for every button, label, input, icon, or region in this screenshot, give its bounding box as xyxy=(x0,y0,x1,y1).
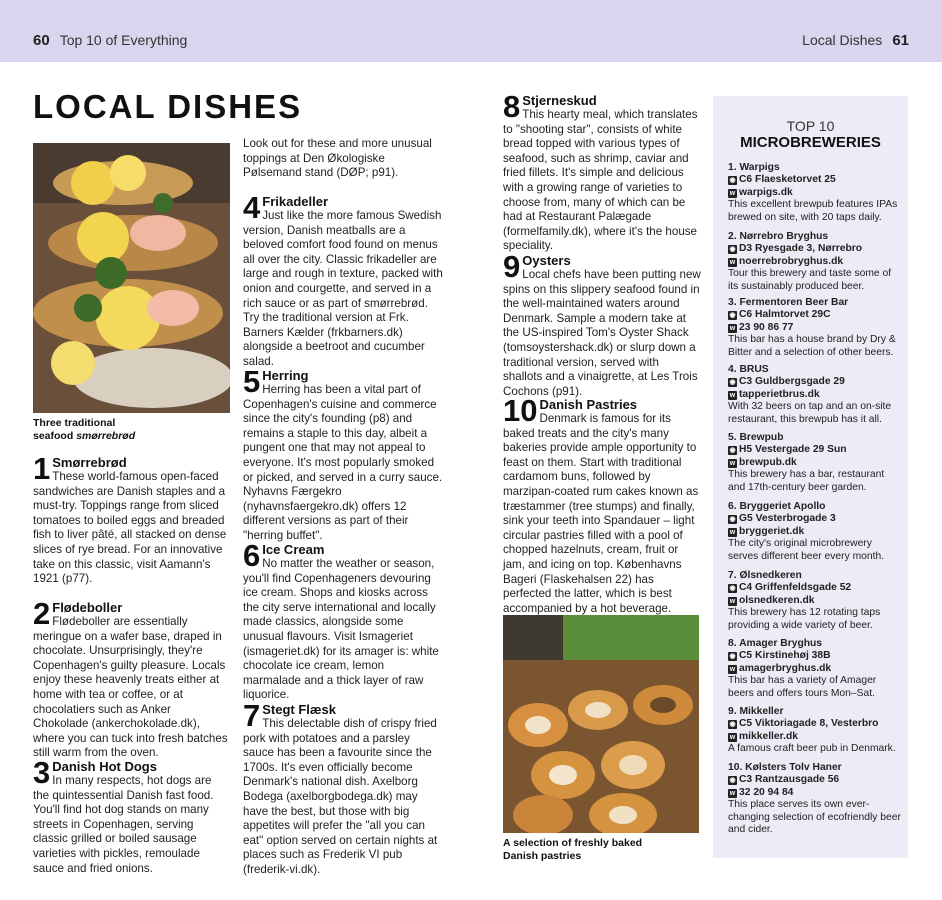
brewery-url[interactable]: 23 90 86 77 xyxy=(739,321,794,333)
entry-3 xyxy=(33,755,228,876)
brewery-item xyxy=(728,762,903,836)
caption-line: Danish pastries xyxy=(503,850,582,862)
caption-text: seafood xyxy=(33,430,77,442)
web-icon: w xyxy=(729,258,736,266)
brewery-link[interactable] xyxy=(728,256,903,268)
brewery-description: This bar has a variety of Amager beers and offers tours Mon–Sat. xyxy=(728,675,877,699)
brewery-url[interactable]: amagerbryghus.dk xyxy=(739,662,832,674)
brewery-location xyxy=(728,650,903,662)
brewery-location xyxy=(728,718,903,730)
entry-title: Stegt Flæsk xyxy=(262,702,336,717)
brewery-name: 3. Fermentoren Beer Bar xyxy=(728,297,849,308)
brewery-description: This bar has a house brand by Dry & Bitter and a selection of other beers. xyxy=(728,334,896,358)
brewery-description: This place serves its own ever-changing selection of ecofriendly beer and cider. xyxy=(728,799,901,836)
entry-number: 5 xyxy=(243,364,261,399)
brewery-link[interactable] xyxy=(728,187,903,199)
brewery-address: D3 Ryesgade 3, Nørrebro xyxy=(739,243,863,255)
entry-title: Ice Cream xyxy=(262,542,325,557)
brewery-location xyxy=(728,174,903,186)
entry-text: Denmark is famous for its baked treats and the city's many bakeries provide ample opportunity to feast on them. Start with traditional cardamom buns, followed by marzipan-coated rum cakes known as træstammer (tree stumps) and finally, sink your teeth into Spandauer – light circular pastries filled with a pool of chopped hazelnuts, cream, fruit or jam, and icing on top. Københavns Bageri (Flaskehalsen 22) has perfected the latter, which is best accompanied by a hot beverage. xyxy=(503,412,699,615)
web-icon: w xyxy=(729,733,736,741)
web-icon: w xyxy=(729,597,736,605)
brewery-location xyxy=(728,513,903,525)
brewery-address: H5 Vestergade 29 Sun xyxy=(739,444,847,456)
map-pin-icon: ◉ xyxy=(729,379,736,387)
brewery-description: A famous craft beer pub in Denmark. xyxy=(728,743,896,755)
entry-number: 10 xyxy=(503,393,538,428)
brewery-name: 7. Ølsnedkeren xyxy=(728,570,802,581)
entry-7 xyxy=(243,698,443,878)
brewery-url[interactable]: noerrebrobryghus.dk xyxy=(739,255,844,267)
entry-number: 8 xyxy=(503,89,521,124)
brewery-item xyxy=(728,706,903,756)
brewery-link[interactable] xyxy=(728,663,903,675)
entry-1 xyxy=(33,451,228,587)
map-pin-icon: ◉ xyxy=(729,246,736,254)
brewery-location xyxy=(728,309,903,321)
brewery-url[interactable]: brewpub.dk xyxy=(739,456,797,468)
right-page-number: 61 xyxy=(892,32,909,49)
entry-text: No matter the weather or season, you'll find Copenhageners devouring ice cream. Shops and kiosks across the city serve international and locally made classics, alongside some unusual flavours. Visit Ismageriet (ismageriet.dk) for its amager is: white chocolate ice cream, lemon marmalade and a thick layer of raw liquorice. xyxy=(243,557,439,702)
map-pin-icon: ◉ xyxy=(729,653,736,661)
right-section-title: Local Dishes xyxy=(802,32,883,48)
brewery-description: This brewery has a bar, restaurant and 17th-century beer garden. xyxy=(728,469,885,493)
brewery-url[interactable]: bryggeriet.dk xyxy=(739,525,805,537)
entry-8 xyxy=(503,89,701,254)
entry-text: Just like the more famous Swedish version, Danish meatballs are a beloved comfort food found on menus all over the city. Classic frikadeller are large and rough in texture, packed with onion and courgette, and served in a rich sauce or as part of smørrebrød. Try the traditional version at Frk. Barners Kælder (frkbarners.dk) alongside a beetroot and cucumber salad. xyxy=(243,209,443,368)
microbreweries-sidebar xyxy=(713,96,908,858)
brewery-location xyxy=(728,444,903,456)
entry-2 xyxy=(33,596,228,761)
brewery-name: 2. Nørrebro Bryghus xyxy=(728,231,829,242)
page-title: LOCAL DISHES xyxy=(33,88,303,125)
brewery-address: C5 Kirstinehøj 38B xyxy=(739,650,831,662)
brewery-description: This excellent brewpub features IPAs brewed on site, with 20 taps daily. xyxy=(728,199,898,223)
brewery-address: C3 Rantzausgade 56 xyxy=(739,774,840,786)
entry-4 xyxy=(243,190,443,370)
entry-number: 6 xyxy=(243,538,261,573)
col2-intro: Look out for these and more unusual toppings at Den Økologiske Pølsemand stand (DØP; p91). xyxy=(243,137,432,180)
brewery-name: 9. Mikkeller xyxy=(728,706,784,717)
brewery-url[interactable]: mikkeller.dk xyxy=(739,730,798,742)
brewery-item xyxy=(728,638,903,700)
brewery-name: 5. Brewpub xyxy=(728,432,784,443)
entry-number: 2 xyxy=(33,596,51,631)
brewery-url[interactable]: olsnedkeren.dk xyxy=(739,594,815,606)
web-icon: w xyxy=(729,665,736,673)
entry-number: 7 xyxy=(243,698,261,733)
web-icon: w xyxy=(729,391,736,399)
brewery-address: C6 Halmtorvet 29C xyxy=(739,309,831,321)
brewery-url[interactable]: 32 20 94 84 xyxy=(739,786,794,798)
map-pin-icon: ◉ xyxy=(729,516,736,524)
web-icon: w xyxy=(729,459,736,467)
brewery-link[interactable] xyxy=(728,787,903,799)
left-header xyxy=(33,32,187,49)
web-icon: w xyxy=(729,324,736,332)
brewery-link[interactable] xyxy=(728,322,903,334)
entry-10 xyxy=(503,393,701,616)
map-pin-icon: ◉ xyxy=(729,312,736,320)
pastry-caption xyxy=(503,837,703,863)
right-header xyxy=(802,32,909,49)
brewery-name: 1. Warpigs xyxy=(728,162,780,173)
brewery-address: C4 Griffenfeldsgade 52 xyxy=(739,582,852,594)
entry-text: In many respects, hot dogs are the quintessential Danish fast food. You'll find hot dog stands on many streets in Copenhagen, serving classic grilled or boiled sausage varieties with pickles, remoulade sauce and fried onions. xyxy=(33,774,214,875)
entry-text: Flødeboller are essentially meringue on a wafer base, draped in chocolate. Unsurprisingly, they're Copenhagen's guilty pleasure. Locals enjoy these heavenly treats either at home with tea or coffee, or at chocolatiers such as Anker Chokolade (ankerchokolade.dk), where you can tuck into fresh batches still warm from the oven. xyxy=(33,615,228,760)
entry-number: 9 xyxy=(503,249,521,284)
brewery-location xyxy=(728,582,903,594)
brewery-address: C3 Guldbergsgade 29 xyxy=(739,376,845,388)
brewery-link[interactable] xyxy=(728,526,903,538)
brewery-item xyxy=(728,364,903,426)
smorrebrod-photo xyxy=(33,143,230,413)
brewery-link[interactable] xyxy=(728,457,903,469)
entry-number: 4 xyxy=(243,190,261,225)
brewery-name: 10. Kølsters Tolv Haner xyxy=(728,762,842,773)
brewery-location xyxy=(728,243,903,255)
entry-title: Herring xyxy=(262,368,309,383)
map-pin-icon: ◉ xyxy=(729,721,736,729)
entry-text: These world-famous open-faced sandwiches are Danish staples and a must-try. Toppings range from sliced tomatoes to boiled eggs and breaded fish to liver pâté, all stacked on dense slices of rye bread. For an innovative take on this classic, visit Aamann's 1921 (p77). xyxy=(33,470,227,586)
brewery-item xyxy=(728,297,903,359)
brewery-description: The city's original microbrewery serves different beer every month. xyxy=(728,538,885,562)
left-page-number: 60 xyxy=(33,32,50,49)
brewery-item xyxy=(728,432,903,494)
web-icon: w xyxy=(729,528,736,536)
page-header xyxy=(0,0,942,62)
entry-title: Oysters xyxy=(522,253,571,268)
brewery-item xyxy=(728,570,903,632)
entry-title: Danish Pastries xyxy=(539,397,638,412)
brewery-location xyxy=(728,774,903,786)
caption-line: Three traditional xyxy=(33,417,116,429)
sidebar-heading: MICROBREWERIES xyxy=(740,134,881,151)
brewery-name: 6. Bryggeriet Apollo xyxy=(728,501,826,512)
entry-title: Flødeboller xyxy=(52,600,123,615)
brewery-item xyxy=(728,162,903,224)
brewery-url[interactable]: warpigs.dk xyxy=(739,186,793,198)
entry-9 xyxy=(503,249,701,399)
entry-title: Smørrebrød xyxy=(52,455,127,470)
brewery-name: 4. BRUS xyxy=(728,364,769,375)
entry-text: This hearty meal, which translates to "shooting star", consists of white bread topped with various types of seafood, such as shrimp, caviar and fried fillets. It's simple and delicious with a growing range of varieties to choose from, many of which can be had at Restaurant Palægade (formelfamily.dk), where it's the house speciality. xyxy=(503,108,698,253)
brewery-name: 8. Amager Bryghus xyxy=(728,638,823,649)
caption-italic: smørrebrød xyxy=(76,430,136,442)
entry-5 xyxy=(243,364,443,544)
map-pin-icon: ◉ xyxy=(729,177,736,185)
brewery-item xyxy=(728,501,903,563)
entry-number: 3 xyxy=(33,755,51,790)
entry-text: Herring has been a vital part of Copenhagen's cuisine and commerce since the city's founding (p8) and remains a staple to this day, albeit a pungent one that may not appeal to everyone. It's most popularly smoked or picked, and served in a curry sauce. Nyhavns Færgekro (nyhavnsfaergekro.dk) offers 12 different versions as part of their "herring buffet". xyxy=(243,383,443,542)
brewery-link[interactable] xyxy=(728,389,903,401)
map-pin-icon: ◉ xyxy=(729,585,736,593)
entry-title: Stjerneskud xyxy=(522,93,597,108)
entry-number: 1 xyxy=(33,451,51,486)
entry-title: Frikadeller xyxy=(262,194,329,209)
left-section-title: Top 10 of Everything xyxy=(59,32,188,48)
web-icon: w xyxy=(729,789,736,797)
pastry-photo xyxy=(503,615,699,833)
brewery-address: C5 Viktoriagade 8, Vesterbro xyxy=(739,718,879,730)
brewery-item xyxy=(728,231,903,293)
brewery-description: With 32 beers on tap and an on-site restaurant, this brewpub has it all. xyxy=(728,401,892,425)
entry-title: Danish Hot Dogs xyxy=(52,759,157,774)
brewery-link[interactable] xyxy=(728,595,903,607)
brewery-description: Tour this brewery and taste some of its sustainably produced beer. xyxy=(728,268,892,292)
entry-text: This delectable dish of crispy fried pork with potatoes and a parsley sauce has been a favourite since the 1700s. It's even officially become Denmark's national dish. Axelborg Bodega (axelborgbodega.dk) may have the best, but those with big appetites will prefer the "all you can eat" option served on certain nights at places such as Frederik VI pub (frederik-vi.dk). xyxy=(243,717,438,876)
brewery-location xyxy=(728,376,903,388)
brewery-link[interactable] xyxy=(728,731,903,743)
brewery-address: C6 Flaesketorvet 25 xyxy=(739,174,836,186)
entry-text: Local chefs have been putting new spins on this slippery seafood found in the well-maintained waters around Denmark. Sample a modern take at the US-inspired Tom's Oyster Shack (tomsoystershack.dk) or slurp down a traditional version, served with shallots and a vinaigrette, at Les Trois Cochons (p91). xyxy=(503,268,701,398)
caption-line xyxy=(33,430,233,443)
web-icon: w xyxy=(729,189,736,197)
entry-6 xyxy=(243,538,443,703)
sidebar-heading-top10: TOP 10 xyxy=(786,118,835,134)
brewery-address: G5 Vesterbrogade 3 xyxy=(739,513,836,525)
map-pin-icon: ◉ xyxy=(729,777,736,785)
caption-line: A selection of freshly baked xyxy=(503,837,643,849)
brewery-url[interactable]: tapperietbrus.dk xyxy=(739,388,820,400)
brewery-description: This brewery has 12 rotating taps providing a wide variety of beer. xyxy=(728,607,881,631)
map-pin-icon: ◉ xyxy=(729,447,736,455)
smorrebrod-caption xyxy=(33,417,233,443)
